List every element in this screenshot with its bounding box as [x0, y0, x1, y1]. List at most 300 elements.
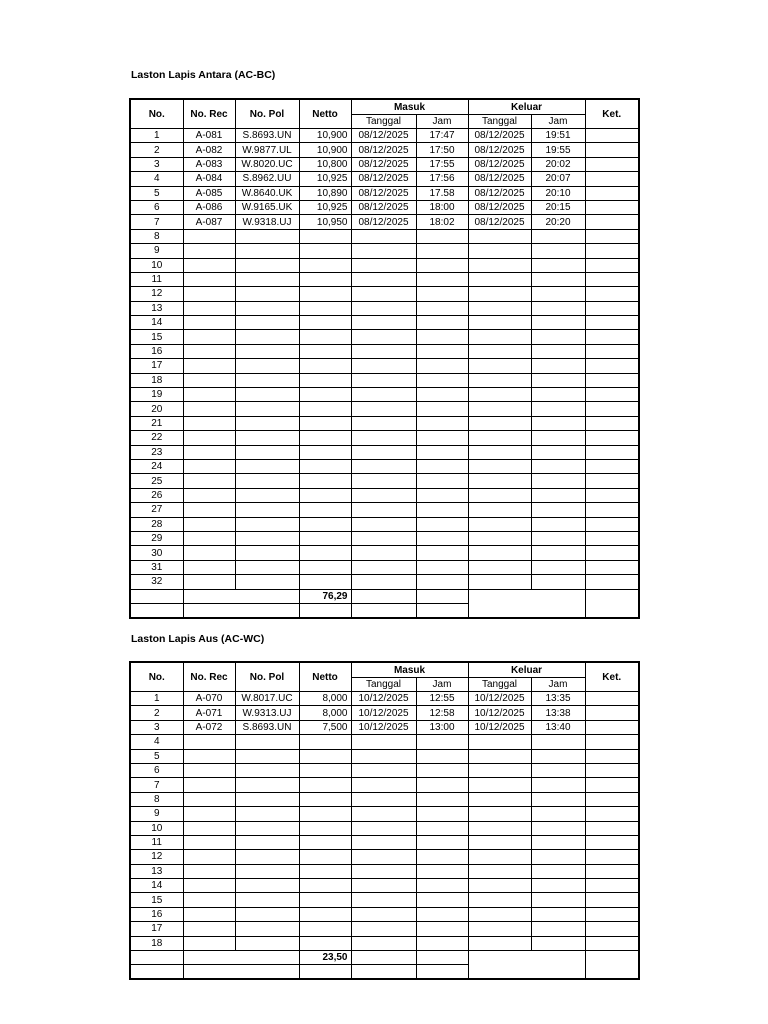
cell-pol	[235, 893, 299, 907]
cell-jam-out	[531, 301, 585, 315]
table-row	[130, 531, 639, 545]
total-blank-cell	[416, 951, 468, 965]
total-blank-cell	[351, 589, 416, 603]
cell-tgl-out	[468, 316, 531, 330]
cell-rec	[183, 258, 235, 272]
cell-jam-in	[416, 893, 468, 907]
cell-ket	[585, 200, 639, 214]
table-row	[130, 157, 639, 171]
section-title-ac-bc: Laston Lapis Antara (AC-BC)	[131, 69, 276, 81]
cell-jam-out	[531, 546, 585, 560]
cell-jam-out	[531, 445, 585, 459]
cell-tgl-out	[468, 416, 531, 430]
cell-tgl-out	[468, 763, 531, 777]
cell-pol	[235, 517, 299, 531]
cell-no: 9	[130, 807, 183, 821]
cell-tgl-in	[351, 850, 416, 864]
cell-tgl-in	[351, 778, 416, 792]
cell-jam-out	[531, 893, 585, 907]
cell-pol	[235, 864, 299, 878]
table-row	[130, 215, 639, 229]
subheader-keluar-tanggal: Tanggal	[468, 678, 531, 692]
table-row	[130, 879, 639, 893]
blank-cell	[416, 965, 468, 980]
cell-tgl-out	[468, 503, 531, 517]
table-row	[130, 172, 639, 186]
cell-no: 17	[130, 359, 183, 373]
cell-no: 21	[130, 416, 183, 430]
cell-tgl-in	[351, 388, 416, 402]
cell-jam-in	[416, 287, 468, 301]
cell-netto	[299, 388, 351, 402]
cell-pol	[235, 807, 299, 821]
cell-pol	[235, 287, 299, 301]
table-row	[130, 936, 639, 950]
cell-rec	[183, 735, 235, 749]
cell-tgl-in	[351, 244, 416, 258]
cell-jam-in	[416, 488, 468, 502]
cell-no: 14	[130, 316, 183, 330]
cell-tgl-in: 08/12/2025	[351, 200, 416, 214]
blank-cell	[351, 603, 416, 618]
table-row	[130, 373, 639, 387]
cell-jam-in	[416, 503, 468, 517]
cell-netto	[299, 531, 351, 545]
cell-netto: 10,925	[299, 172, 351, 186]
subheader-masuk-jam: Jam	[416, 678, 468, 692]
cell-jam-in: 12:58	[416, 706, 468, 720]
header-no-rec: No. Rec	[183, 662, 235, 692]
cell-netto	[299, 344, 351, 358]
total-netto: 23,50	[299, 951, 351, 965]
cell-netto	[299, 445, 351, 459]
cell-rec	[183, 792, 235, 806]
cell-ket	[585, 488, 639, 502]
cell-jam-out	[531, 778, 585, 792]
cell-jam-in: 12:55	[416, 692, 468, 706]
cell-ket	[585, 692, 639, 706]
cell-jam-in	[416, 575, 468, 589]
cell-rec	[183, 864, 235, 878]
cell-tgl-in	[351, 749, 416, 763]
table-row	[130, 330, 639, 344]
cell-jam-out	[531, 344, 585, 358]
cell-rec	[183, 373, 235, 387]
table-row	[130, 316, 639, 330]
cell-tgl-out	[468, 735, 531, 749]
cell-ket	[585, 258, 639, 272]
cell-ket	[585, 287, 639, 301]
table-row	[130, 907, 639, 921]
cell-jam-in	[416, 344, 468, 358]
cell-jam-out	[531, 416, 585, 430]
cell-rec	[183, 287, 235, 301]
cell-ket	[585, 445, 639, 459]
cell-pol: W.9318.UJ	[235, 215, 299, 229]
cell-pol: S.8693.UN	[235, 720, 299, 734]
cell-ket	[585, 172, 639, 186]
cell-ket	[585, 129, 639, 143]
cell-ket	[585, 922, 639, 936]
cell-jam-in: 17.58	[416, 186, 468, 200]
cell-tgl-in	[351, 330, 416, 344]
cell-pol	[235, 503, 299, 517]
cell-tgl-in	[351, 301, 416, 315]
header-masuk: Masuk	[351, 99, 468, 115]
cell-netto	[299, 879, 351, 893]
header-no-pol: No. Pol	[235, 99, 299, 129]
table-row	[130, 546, 639, 560]
cell-tgl-in	[351, 936, 416, 950]
cell-tgl-in	[351, 821, 416, 835]
cell-tgl-out	[468, 359, 531, 373]
cell-tgl-out: 08/12/2025	[468, 129, 531, 143]
cell-jam-in	[416, 560, 468, 574]
cell-jam-in	[416, 763, 468, 777]
cell-tgl-out	[468, 893, 531, 907]
blank-cell	[183, 965, 299, 980]
table-ac-bc	[129, 98, 640, 619]
cell-rec	[183, 879, 235, 893]
cell-jam-in	[416, 373, 468, 387]
cell-tgl-out	[468, 879, 531, 893]
cell-jam-out	[531, 488, 585, 502]
cell-tgl-in	[351, 575, 416, 589]
cell-pol	[235, 763, 299, 777]
cell-netto: 10,900	[299, 143, 351, 157]
table-row	[130, 272, 639, 286]
cell-netto	[299, 416, 351, 430]
cell-tgl-in: 08/12/2025	[351, 143, 416, 157]
cell-rec	[183, 835, 235, 849]
table-row	[130, 244, 639, 258]
cell-netto	[299, 431, 351, 445]
cell-jam-out	[531, 388, 585, 402]
cell-jam-in	[416, 807, 468, 821]
cell-pol	[235, 373, 299, 387]
cell-rec	[183, 431, 235, 445]
table-row	[130, 893, 639, 907]
cell-no: 19	[130, 388, 183, 402]
cell-jam-out	[531, 749, 585, 763]
table-row	[130, 459, 639, 473]
cell-netto: 10,925	[299, 200, 351, 214]
total-blank-cell	[416, 589, 468, 603]
cell-rec	[183, 531, 235, 545]
cell-pol	[235, 416, 299, 430]
table-row	[130, 850, 639, 864]
cell-tgl-out: 08/12/2025	[468, 157, 531, 171]
cell-no: 13	[130, 864, 183, 878]
cell-tgl-out	[468, 459, 531, 473]
header-no: No.	[130, 99, 183, 129]
cell-no: 25	[130, 474, 183, 488]
cell-jam-in	[416, 531, 468, 545]
table-row	[130, 922, 639, 936]
cell-jam-in	[416, 416, 468, 430]
table-row	[130, 560, 639, 574]
cell-netto	[299, 922, 351, 936]
cell-tgl-in	[351, 503, 416, 517]
cell-ket	[585, 531, 639, 545]
header-no-rec: No. Rec	[183, 99, 235, 129]
table-row	[130, 431, 639, 445]
cell-rec	[183, 575, 235, 589]
cell-jam-in: 17:47	[416, 129, 468, 143]
blank-cell	[299, 965, 351, 980]
cell-pol	[235, 575, 299, 589]
table-row	[130, 258, 639, 272]
header-no: No.	[130, 662, 183, 692]
cell-no: 1	[130, 692, 183, 706]
cell-rec	[183, 778, 235, 792]
table-row	[130, 488, 639, 502]
cell-tgl-in	[351, 258, 416, 272]
cell-rec	[183, 821, 235, 835]
cell-netto	[299, 488, 351, 502]
cell-no: 12	[130, 850, 183, 864]
cell-tgl-in	[351, 546, 416, 560]
cell-rec	[183, 517, 235, 531]
cell-rec	[183, 272, 235, 286]
cell-jam-in	[416, 258, 468, 272]
table-row	[130, 864, 639, 878]
cell-pol	[235, 330, 299, 344]
cell-tgl-out	[468, 272, 531, 286]
cell-tgl-out	[468, 531, 531, 545]
cell-rec	[183, 922, 235, 936]
cell-tgl-out	[468, 344, 531, 358]
cell-rec: A-070	[183, 692, 235, 706]
total-netto: 76,29	[299, 589, 351, 603]
header-netto: Netto	[299, 99, 351, 129]
cell-jam-in	[416, 244, 468, 258]
table-row	[130, 692, 639, 706]
blank-cell	[183, 603, 299, 618]
cell-pol	[235, 821, 299, 835]
cell-ket	[585, 835, 639, 849]
cell-no: 8	[130, 229, 183, 243]
cell-tgl-in	[351, 416, 416, 430]
cell-jam-out	[531, 879, 585, 893]
table-ac-wc	[129, 661, 640, 980]
cell-pol: W.8640.UK	[235, 186, 299, 200]
cell-tgl-in	[351, 792, 416, 806]
cell-tgl-in	[351, 735, 416, 749]
cell-ket	[585, 330, 639, 344]
cell-netto	[299, 373, 351, 387]
cell-tgl-out	[468, 560, 531, 574]
cell-jam-in	[416, 229, 468, 243]
cell-pol	[235, 316, 299, 330]
cell-ket	[585, 186, 639, 200]
blank-cell	[416, 603, 468, 618]
cell-ket	[585, 229, 639, 243]
cell-pol	[235, 778, 299, 792]
cell-jam-in: 17:50	[416, 143, 468, 157]
cell-pol	[235, 301, 299, 315]
cell-jam-out: 13:35	[531, 692, 585, 706]
cell-tgl-in: 08/12/2025	[351, 215, 416, 229]
cell-netto	[299, 301, 351, 315]
cell-jam-out	[531, 459, 585, 473]
table-row	[130, 763, 639, 777]
cell-tgl-out	[468, 229, 531, 243]
cell-pol: W.8020.UC	[235, 157, 299, 171]
cell-tgl-out: 10/12/2025	[468, 706, 531, 720]
cell-ket	[585, 546, 639, 560]
cell-netto	[299, 244, 351, 258]
cell-no: 22	[130, 431, 183, 445]
cell-tgl-out	[468, 907, 531, 921]
cell-jam-out: 20:20	[531, 215, 585, 229]
cell-rec	[183, 359, 235, 373]
cell-netto	[299, 763, 351, 777]
cell-jam-out: 20:07	[531, 172, 585, 186]
cell-rec	[183, 416, 235, 430]
cell-ket	[585, 359, 639, 373]
cell-tgl-out: 10/12/2025	[468, 692, 531, 706]
cell-jam-in: 17:56	[416, 172, 468, 186]
cell-jam-in	[416, 749, 468, 763]
cell-jam-out: 19:55	[531, 143, 585, 157]
cell-jam-in	[416, 301, 468, 315]
cell-tgl-in	[351, 893, 416, 907]
cell-rec	[183, 850, 235, 864]
cell-ket	[585, 316, 639, 330]
total-blank-cell	[130, 951, 183, 965]
cell-no: 10	[130, 821, 183, 835]
cell-jam-out	[531, 936, 585, 950]
cell-ket	[585, 157, 639, 171]
cell-tgl-out	[468, 445, 531, 459]
cell-tgl-out	[468, 749, 531, 763]
cell-netto	[299, 735, 351, 749]
cell-jam-out	[531, 316, 585, 330]
cell-tgl-in	[351, 287, 416, 301]
table-row	[130, 575, 639, 589]
cell-netto	[299, 936, 351, 950]
cell-rec: A-082	[183, 143, 235, 157]
cell-pol	[235, 850, 299, 864]
cell-rec	[183, 807, 235, 821]
cell-rec	[183, 560, 235, 574]
cell-pol	[235, 835, 299, 849]
cell-jam-in	[416, 474, 468, 488]
cell-no: 7	[130, 215, 183, 229]
cell-jam-out	[531, 792, 585, 806]
cell-ket	[585, 215, 639, 229]
cell-ket	[585, 344, 639, 358]
cell-tgl-out	[468, 575, 531, 589]
cell-netto: 10,890	[299, 186, 351, 200]
cell-tgl-out	[468, 807, 531, 821]
total-blank-cell	[183, 589, 299, 603]
cell-rec	[183, 301, 235, 315]
cell-pol	[235, 488, 299, 502]
cell-tgl-out: 08/12/2025	[468, 215, 531, 229]
table-row	[130, 749, 639, 763]
cell-tgl-in: 08/12/2025	[351, 186, 416, 200]
cell-netto	[299, 749, 351, 763]
cell-pol: W.9877.UL	[235, 143, 299, 157]
cell-pol	[235, 431, 299, 445]
table-row	[130, 143, 639, 157]
cell-pol	[235, 258, 299, 272]
cell-jam-in	[416, 359, 468, 373]
cell-pol	[235, 531, 299, 545]
table-row	[130, 416, 639, 430]
cell-rec: A-071	[183, 706, 235, 720]
cell-tgl-out	[468, 431, 531, 445]
cell-tgl-in	[351, 907, 416, 921]
cell-no: 1	[130, 129, 183, 143]
header-netto: Netto	[299, 662, 351, 692]
header-keluar: Keluar	[468, 99, 585, 115]
cell-tgl-in	[351, 445, 416, 459]
cell-jam-out	[531, 835, 585, 849]
cell-jam-in	[416, 792, 468, 806]
cell-ket	[585, 301, 639, 315]
cell-pol	[235, 272, 299, 286]
cell-jam-in	[416, 907, 468, 921]
cell-jam-in	[416, 517, 468, 531]
header-ket: Ket.	[585, 99, 639, 129]
cell-ket	[585, 735, 639, 749]
cell-ket	[585, 792, 639, 806]
cell-ket	[585, 244, 639, 258]
cell-tgl-out	[468, 330, 531, 344]
header-row	[130, 99, 639, 115]
cell-rec	[183, 546, 235, 560]
cell-pol: W.8017.UC	[235, 692, 299, 706]
cell-tgl-in	[351, 431, 416, 445]
table-row	[130, 720, 639, 734]
cell-no: 18	[130, 373, 183, 387]
cell-no: 20	[130, 402, 183, 416]
cell-no: 3	[130, 157, 183, 171]
cell-jam-in	[416, 879, 468, 893]
cell-tgl-out	[468, 287, 531, 301]
cell-netto	[299, 459, 351, 473]
cell-tgl-in	[351, 922, 416, 936]
cell-netto: 8,000	[299, 692, 351, 706]
cell-ket	[585, 143, 639, 157]
table-row	[130, 388, 639, 402]
table-row	[130, 821, 639, 835]
cell-jam-in	[416, 272, 468, 286]
cell-netto: 10,800	[299, 157, 351, 171]
cell-rec: A-087	[183, 215, 235, 229]
cell-no: 32	[130, 575, 183, 589]
cell-jam-out	[531, 287, 585, 301]
cell-rec	[183, 763, 235, 777]
cell-netto	[299, 517, 351, 531]
cell-tgl-out	[468, 258, 531, 272]
cell-jam-in: 18:02	[416, 215, 468, 229]
cell-netto	[299, 575, 351, 589]
total-blank-cell	[351, 951, 416, 965]
cell-no: 7	[130, 778, 183, 792]
cell-no: 14	[130, 879, 183, 893]
cell-netto	[299, 359, 351, 373]
cell-tgl-in	[351, 560, 416, 574]
cell-tgl-out	[468, 936, 531, 950]
total-blank-cell	[468, 951, 585, 980]
cell-no: 11	[130, 835, 183, 849]
cell-ket	[585, 706, 639, 720]
cell-netto	[299, 835, 351, 849]
